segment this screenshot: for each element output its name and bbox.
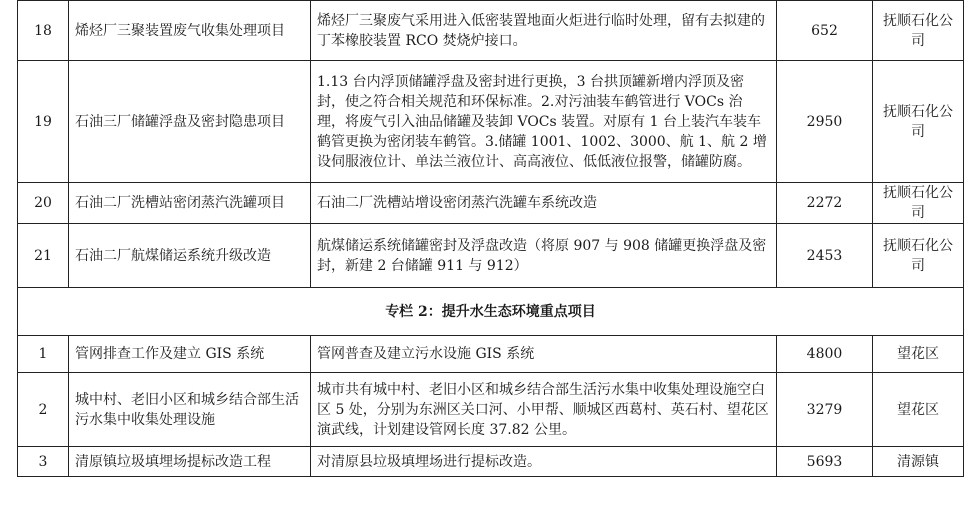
project-description: 1.13 台内浮顶储罐浮盘及密封进行更换，3 台拱顶罐新增内浮顶及密封，使之符合相关规范和环保标准。2.对污油装车鹤管进行 VOCs 治理，将废气引入油品储罐及装卸 VOCs 装置。对原有 1 台上装汽车装车鹤管更换为密闭装车鹤管。3.储罐 1001、1002、3000、航 1、航 2 增设伺服液位计、单法兰液位计、高高液位、低低液位报警，储罐防腐。 [311,61,777,183]
project-description: 航煤储运系统储罐密封及浮盘改造（将原 907 与 908 储罐更换浮盘及密封，新建 2 台储罐 911 与 912） [311,224,777,288]
project-description: 石油二厂洗槽站增设密闭蒸汽洗罐车系统改造 [311,183,777,224]
row-number: 18 [18,1,69,61]
projects-table [17,0,964,477]
responsible-unit: 抚顺石化公司 [873,1,964,61]
row-number: 20 [18,183,69,224]
row-number: 21 [18,224,69,288]
investment-amount: 3279 [777,373,873,447]
project-name: 石油二厂洗槽站密闭蒸汽洗罐项目 [69,183,311,224]
table-row [18,447,964,477]
responsible-unit: 望花区 [873,336,964,373]
table-row [18,1,964,61]
project-name: 管网排查工作及建立 GIS 系统 [69,336,311,373]
responsible-unit: 清源镇 [873,447,964,477]
table-row [18,224,964,288]
investment-amount: 2272 [777,183,873,224]
section-title: 专栏 2：提升水生态环境重点项目 [18,288,964,336]
project-description: 管网普查及建立污水设施 GIS 系统 [311,336,777,373]
investment-amount: 652 [777,1,873,61]
section-header-row [18,288,964,336]
project-description: 对清原县垃圾填埋场进行提标改造。 [311,447,777,477]
project-description: 城市共有城中村、老旧小区和城乡结合部生活污水集中收集处理设施空白区 5 处，分别为东洲区关口河、小甲帮、顺城区西葛村、英石村、望花区演武线，计划建设管网长度 37.82 公里。 [311,373,777,447]
project-name: 清原镇垃圾填埋场提标改造工程 [69,447,311,477]
row-number: 1 [18,336,69,373]
responsible-unit: 抚顺石化公司 [873,224,964,288]
responsible-unit: 抚顺石化公司 [873,61,964,183]
responsible-unit: 抚顺石化公司 [873,183,964,224]
table-row [18,336,964,373]
investment-amount: 4800 [777,336,873,373]
row-number: 19 [18,61,69,183]
table-row [18,373,964,447]
project-description: 烯烃厂三聚废气采用进入低密装置地面火炬进行临时处理，留有去拟建的丁苯橡胶装置 RCO 焚烧炉接口。 [311,1,777,61]
investment-amount: 5693 [777,447,873,477]
investment-amount: 2453 [777,224,873,288]
project-name: 石油三厂储罐浮盘及密封隐患项目 [69,61,311,183]
row-number: 2 [18,373,69,447]
table-row [18,61,964,183]
table-row [18,183,964,224]
row-number: 3 [18,447,69,477]
project-name: 城中村、老旧小区和城乡结合部生活污水集中收集处理设施 [69,373,311,447]
responsible-unit: 望花区 [873,373,964,447]
investment-amount: 2950 [777,61,873,183]
project-name: 石油二厂航煤储运系统升级改造 [69,224,311,288]
project-name: 烯烃厂三聚装置废气收集处理项目 [69,1,311,61]
